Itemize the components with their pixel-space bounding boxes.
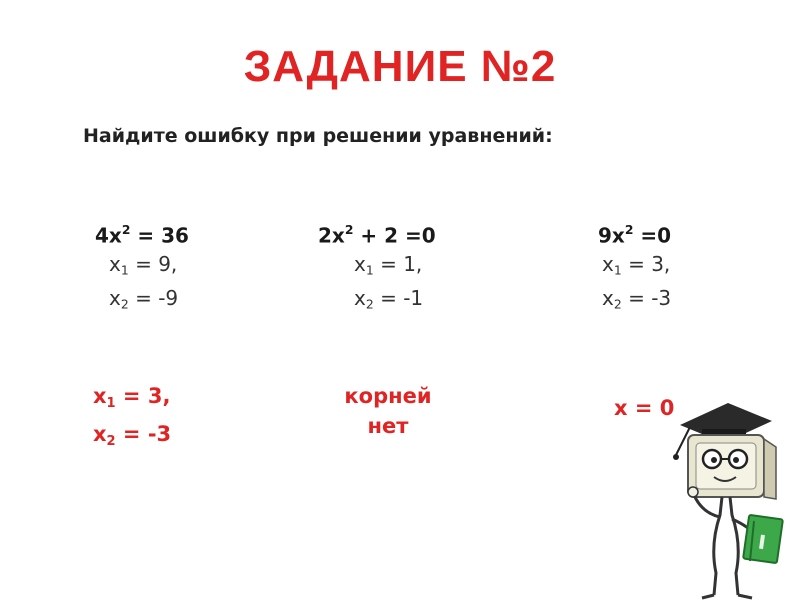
equation-1-rhs: = 36 [130, 223, 189, 248]
root-index: 1 [120, 262, 129, 278]
equation-2-lhs: 2x [318, 223, 345, 248]
root-var: x [109, 251, 121, 276]
page-title: ЗАДАНИЕ №2 [243, 42, 557, 91]
answer-2 [318, 381, 458, 441]
root-var: x [354, 251, 366, 276]
root-var: x [602, 286, 614, 311]
equation-3-root-2 [598, 284, 671, 319]
equation-1-root-1 [95, 250, 189, 285]
answer-1-line-1 [93, 381, 171, 419]
answer-index: 1 [106, 395, 116, 411]
root-var: x [602, 251, 614, 276]
root-index: 1 [365, 262, 374, 278]
answer-value: = -3 [115, 421, 172, 446]
monitor-head [688, 435, 776, 499]
equation-block-3 [598, 216, 671, 319]
answer-2-line-2: нет [367, 414, 409, 438]
equation-1-power: 2 [121, 222, 131, 237]
professor-mascot-illustration [650, 395, 800, 600]
equation-3-rhs: =0 [633, 223, 672, 248]
root-index: 1 [613, 262, 622, 278]
root-index: 2 [365, 297, 374, 313]
answer-value: = 3, [115, 384, 171, 408]
root-value: = 9, [128, 251, 178, 276]
answer-index: 2 [106, 433, 116, 449]
equation-2-power: 2 [344, 222, 354, 237]
root-var: x [109, 286, 121, 311]
equation-1 [95, 216, 189, 250]
equation-1-root-2 [95, 284, 189, 319]
answer-2-line-1: корней [344, 384, 432, 408]
answer-var: x [93, 421, 107, 446]
equation-2 [318, 216, 436, 250]
answer-1 [93, 381, 171, 457]
equation-2-rhs: + 2 =0 [353, 223, 436, 248]
root-value: = -9 [128, 286, 179, 311]
root-value: = 3, [621, 251, 671, 276]
equation-3 [598, 216, 671, 250]
answer-var: x [93, 384, 107, 408]
green-book-icon [743, 515, 783, 563]
root-index: 2 [120, 297, 129, 313]
equation-2-root-2 [318, 284, 436, 319]
root-value: = 1, [373, 251, 423, 276]
equation-2-root-1 [318, 250, 436, 285]
equation-1-lhs: 4x [95, 223, 122, 248]
equation-block-1 [95, 216, 189, 319]
root-index: 2 [613, 297, 622, 313]
task-instruction: Найдите ошибку при решении уравнений: [83, 125, 553, 147]
answer-3: x = 0 [614, 396, 675, 420]
equation-3-root-1 [598, 250, 671, 285]
equation-3-lhs: 9x [598, 223, 625, 248]
root-var: x [354, 286, 366, 311]
root-value: = -1 [373, 286, 424, 311]
root-value: = -3 [621, 286, 672, 311]
equation-block-2 [318, 216, 436, 319]
equation-3-power: 2 [624, 222, 634, 237]
answer-1-line-2 [93, 419, 171, 457]
